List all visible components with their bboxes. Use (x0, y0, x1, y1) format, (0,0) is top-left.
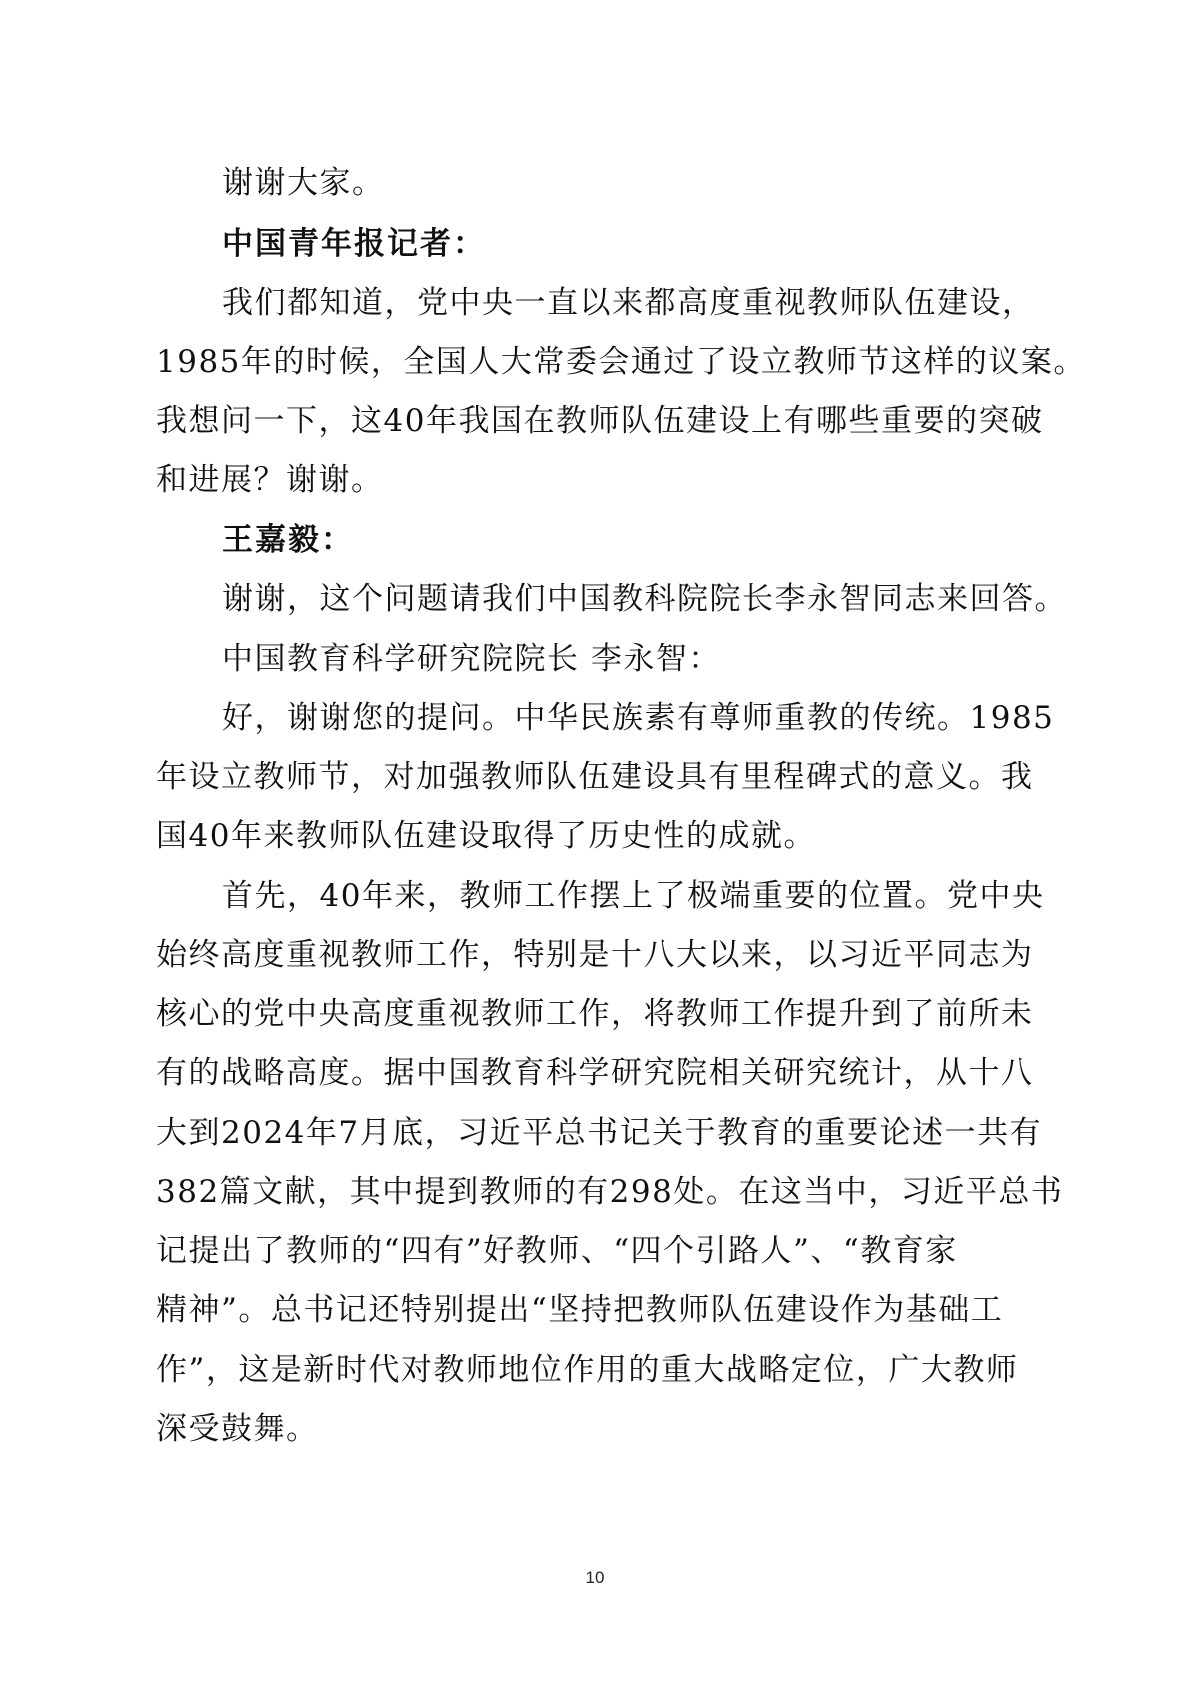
answer-line: 国40年来教师队伍建设取得了历史性的成就。 (156, 818, 816, 854)
answer-line: 382篇文献，其中提到教师的有298处。在这当中，习近平总书 (156, 1174, 1064, 1210)
answer-line: 好，谢谢您的提问。中华民族素有尊师重教的传统。1985 (222, 700, 1055, 736)
question-line: 1985年的时候，全国人大常委会通过了设立教师节这样的议案。 (156, 344, 1086, 380)
answer-line: 记提出了教师的“四有”好教师、“四个引路人”、“教育家 (156, 1233, 958, 1269)
answer-line: 作”，这是新时代对教师地位作用的重大战略定位，广大教师 (156, 1352, 1019, 1388)
answer-line: 深受鼓舞。 (156, 1411, 319, 1447)
answer-line: 大到2024年7月底，习近平总书记关于教育的重要论述一共有 (156, 1115, 1043, 1151)
speaker-li-yongzhi: 中国教育科学研究院院长 李永智： (222, 641, 721, 677)
answer-line: 首先，40年来，教师工作摆上了极端重要的位置。党中央 (222, 878, 1045, 914)
closing-thanks: 谢谢大家。 (222, 165, 385, 201)
page-number: 10 (585, 1568, 605, 1587)
speaker-wang-jiayi: 王嘉毅： (222, 522, 354, 558)
answer-line: 有的战略高度。据中国教育科学研究院相关研究统计，从十八 (156, 1055, 1034, 1091)
answer-line: 始终高度重视教师工作，特别是十八大以来，以习近平同志为 (156, 937, 1034, 973)
answer-line: 谢谢，这个问题请我们中国教科院院长李永智同志来回答。 (222, 581, 1067, 617)
answer-line: 年设立教师节，对加强教师队伍建设具有里程碑式的意义。我 (156, 759, 1034, 795)
answer-line: 精神”。总书记还特别提出“坚持把教师队伍建设作为基础工 (156, 1292, 1004, 1328)
speaker-reporter: 中国青年报记者： (222, 226, 486, 262)
question-line: 我们都知道，党中央一直以来都高度重视教师队伍建设， (222, 285, 1035, 321)
answer-line: 核心的党中央高度重视教师工作，将教师工作提升到了前所未 (156, 996, 1034, 1032)
question-line: 和进展？谢谢。 (156, 462, 384, 498)
question-line: 我想问一下，这40年我国在教师队伍建设上有哪些重要的突破 (156, 403, 1044, 439)
